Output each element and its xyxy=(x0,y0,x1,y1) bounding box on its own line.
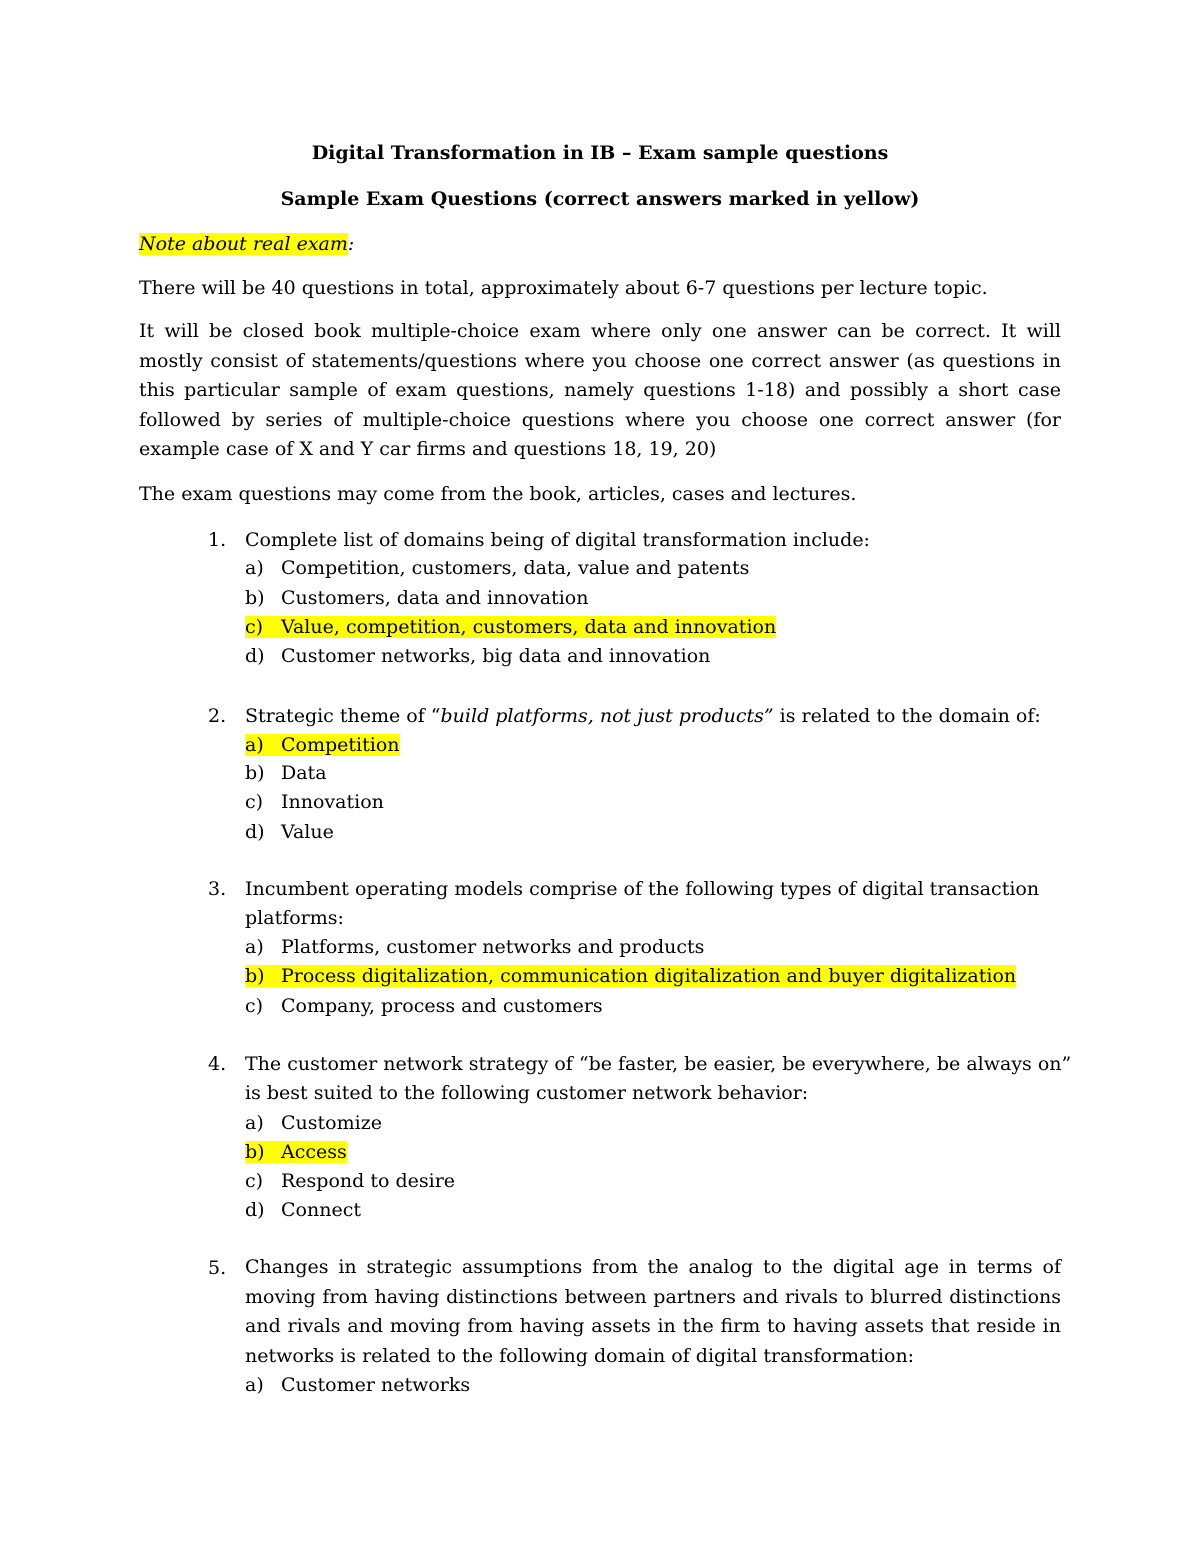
answer-option xyxy=(245,1374,470,1396)
answer-option xyxy=(245,791,384,813)
question-text: Complete list of domains being of digital transformation include: xyxy=(245,529,870,551)
question-text-line-1: The customer network strategy of “be faster, be easier, be everywhere, be always on” xyxy=(245,1053,1072,1075)
answer-option xyxy=(245,557,749,579)
question-number: 3. xyxy=(208,878,227,900)
option-letter: d) xyxy=(245,1199,265,1221)
answer-option xyxy=(245,1112,382,1134)
option-text: Competition xyxy=(281,734,400,756)
question-text-post: is related to the domain of: xyxy=(773,705,1041,727)
document-subtitle: Sample Exam Questions (correct answers marked in yellow) xyxy=(280,188,920,210)
option-letter: a) xyxy=(245,1112,264,1134)
note-colon: : xyxy=(347,233,355,255)
answer-option xyxy=(245,1170,455,1192)
option-text: Respond to desire xyxy=(281,1170,456,1192)
option-letter: a) xyxy=(245,557,264,579)
option-letter: b) xyxy=(245,965,265,987)
option-text: Platforms, customer networks and products xyxy=(281,936,705,958)
option-letter: a) xyxy=(245,1374,264,1396)
question-text-quote: build platforms, not just products” xyxy=(440,705,774,727)
option-text: Connect xyxy=(281,1199,361,1221)
paragraph-question-count: There will be 40 questions in total, approximately about 6-7 questions per lecture topic. xyxy=(139,277,988,299)
option-letter: c) xyxy=(245,616,264,638)
answer-option xyxy=(245,821,334,843)
option-letter: d) xyxy=(245,821,265,843)
option-text: Value xyxy=(281,821,334,843)
answer-option-correct xyxy=(245,965,1016,987)
option-text: Customer networks xyxy=(281,1374,471,1396)
answer-option-correct xyxy=(245,616,776,638)
option-text: Data xyxy=(281,762,327,784)
document-title: Digital Transformation in IB – Exam sample questions xyxy=(311,142,889,164)
option-letter: d) xyxy=(245,645,265,667)
option-letter: c) xyxy=(245,995,264,1017)
answer-option xyxy=(245,762,327,784)
option-letter: a) xyxy=(245,936,264,958)
option-text: Customer networks, big data and innovation xyxy=(281,645,711,667)
option-text: Access xyxy=(281,1141,347,1163)
option-letter: b) xyxy=(245,762,265,784)
answer-option-correct xyxy=(245,734,400,756)
answer-option xyxy=(245,587,588,609)
question-text xyxy=(245,705,1041,727)
option-letter: c) xyxy=(245,791,264,813)
question-number: 1. xyxy=(208,529,227,551)
paragraph-exam-format: It will be closed book multiple-choice exam where only one answer can be correct. It will mostly consist of statements/questions where you choose one correct answer (as questions in this particular sample of exam questions, namely questions 1-18) and possibly a short case followed by series of multiple-choice questions where you choose one correct answer (for example case of X and Y car firms and questions 18, 19, 20) xyxy=(139,320,1061,460)
question-number: 4. xyxy=(208,1053,227,1075)
option-letter: c) xyxy=(245,1170,264,1192)
answer-option xyxy=(245,936,704,958)
note-label: Note about real exam xyxy=(139,233,348,255)
option-text: Customers, data and innovation xyxy=(281,587,589,609)
question-text-pre: Strategic theme of “ xyxy=(245,705,441,727)
question-text-line-1: Incumbent operating models comprise of the following types of digital transaction xyxy=(245,878,1040,900)
option-text: Customize xyxy=(281,1112,382,1134)
option-text: Innovation xyxy=(281,791,384,813)
answer-option-correct xyxy=(245,1141,347,1163)
answer-option xyxy=(245,995,603,1017)
answer-option xyxy=(245,1199,361,1221)
option-text: Company, process and customers xyxy=(281,995,603,1017)
option-letter: b) xyxy=(245,587,265,609)
question-number: 5. xyxy=(208,1257,227,1279)
question-text-line-2: platforms: xyxy=(245,907,344,929)
question-text-line-2: is best suited to the following customer network behavior: xyxy=(245,1082,809,1104)
option-text: Competition, customers, data, value and patents xyxy=(281,557,750,579)
question-number: 2. xyxy=(208,705,227,727)
answer-option xyxy=(245,645,710,667)
note-heading xyxy=(139,233,354,255)
option-text: Value, competition, customers, data and innovation xyxy=(281,616,777,638)
option-letter: a) xyxy=(245,734,264,756)
question-text: Changes in strategic assumptions from the analog to the digital age in terms of moving from having distinctions between partners and rivals to blurred distinctions and rivals and moving from having assets in the firm to having assets that reside in networks is related to the following domain of digital transformation: xyxy=(245,1256,1061,1367)
option-letter: b) xyxy=(245,1141,265,1163)
option-text: Process digitalization, communication digitalization and buyer digitalization xyxy=(281,965,1017,987)
paragraph-exam-sources: The exam questions may come from the book, articles, cases and lectures. xyxy=(139,483,857,505)
